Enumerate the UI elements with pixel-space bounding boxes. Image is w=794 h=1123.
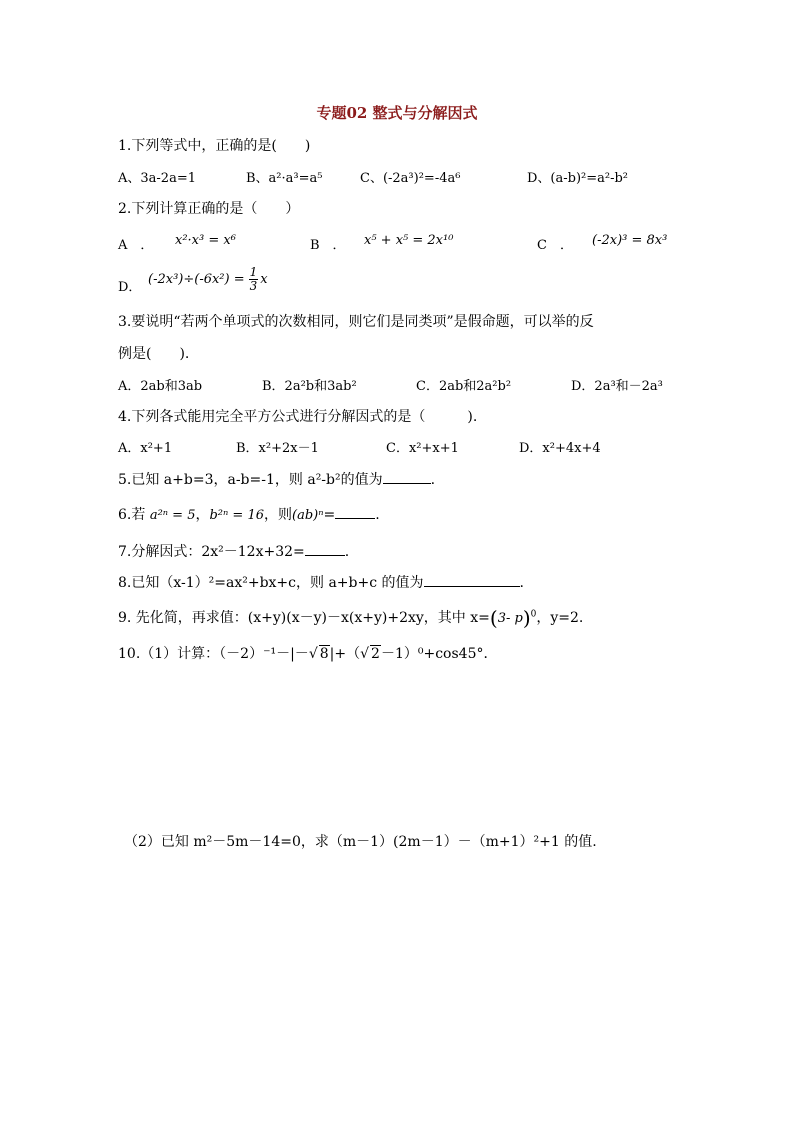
q3-option-a: A．2ab和3ab bbox=[118, 379, 203, 394]
answer-blank bbox=[424, 574, 520, 587]
question-3-stem-line2: 例是( ). bbox=[118, 346, 190, 362]
q10-part1-post: －1）⁰+cos45°． bbox=[380, 646, 498, 662]
question-7-end: . bbox=[344, 544, 350, 560]
question-6 bbox=[118, 504, 380, 524]
question-9-text: 9. 先化简，再求值：(x+y)(x－y)－x(x+y)+2xy，其中 x= bbox=[118, 610, 490, 626]
fraction-denominator: 3 bbox=[249, 279, 258, 293]
question-5-text: 5.已知 a+b=3，a-b=-1，则 a²-b²的值为 bbox=[118, 472, 383, 488]
q6-separator-2: ，则 bbox=[264, 507, 292, 523]
q2-formula-a: x²·x³ = x⁶ bbox=[175, 233, 236, 248]
q2-label-c: C ． bbox=[537, 238, 573, 253]
q2-label-a: A ． bbox=[118, 238, 154, 253]
question-7-text: 7.分解因式：2x²－12x+32= bbox=[118, 544, 305, 560]
paren-close: ) bbox=[522, 606, 531, 630]
answer-blank bbox=[383, 471, 431, 484]
answer-blank bbox=[335, 506, 375, 519]
one-third-fraction bbox=[249, 266, 259, 293]
q10-radicand-1: 8 bbox=[319, 646, 329, 662]
q2-label-b: B ． bbox=[310, 238, 346, 253]
q6-separator-1: ， bbox=[195, 507, 210, 523]
question-9-tail: ，y=2. bbox=[536, 610, 584, 626]
q4-option-d: D．x²+4x+4 bbox=[519, 441, 601, 456]
q9-exponent: 0 bbox=[530, 609, 537, 620]
question-8 bbox=[118, 572, 524, 592]
question-5-end: . bbox=[430, 472, 436, 488]
q1-option-c: C、(-2a³)²=-4a⁶ bbox=[360, 171, 461, 186]
q2-formula-d bbox=[148, 266, 268, 293]
q10-part1-pre: 10.（1）计算：（－2）⁻¹－|－ bbox=[118, 646, 309, 662]
question-3-stem-line1: 3.要说明“若两个单项式的次数相同，则它们是同类项”是假命题，可以举的反 bbox=[118, 314, 594, 330]
q1-option-a: A、3a-2a=1 bbox=[118, 171, 196, 186]
fraction-variable: x bbox=[260, 272, 268, 287]
question-2-stem: 2.下列计算正确的是（ ） bbox=[118, 201, 300, 217]
q10-radicand-2: 2 bbox=[371, 646, 380, 662]
question-4-stem: 4.下列各式能用完全平方公式进行分解因式的是（ ). bbox=[118, 409, 478, 425]
q4-option-c: C．x²+x+1 bbox=[386, 441, 459, 456]
q2-formula-b: x⁵ + x⁵ = 2x¹⁰ bbox=[364, 233, 454, 248]
q3-option-d: D．2a³和－2a³ bbox=[571, 379, 663, 394]
sqrt-symbol-2: √ bbox=[360, 646, 370, 662]
q2-formula-c: (-2x)³ = 8x³ bbox=[592, 233, 668, 248]
fraction-numerator: 1 bbox=[249, 265, 258, 279]
question-10-part-2: （2）已知 m²－5m－14=0，求（m－1）(2m－1）－（m+1）²+1 的值. bbox=[124, 834, 597, 850]
question-7 bbox=[118, 541, 349, 561]
page-title: 专题02 整式与分解因式 bbox=[316, 104, 478, 122]
q2-formula-d-expression: (-2x³)÷(-6x²) = bbox=[148, 272, 245, 287]
question-5 bbox=[118, 469, 435, 489]
q2-label-d: D． bbox=[118, 280, 142, 295]
q6-formula-b: b²ⁿ = 16 bbox=[209, 508, 264, 523]
q3-option-c: C．2ab和2a²b² bbox=[416, 379, 512, 394]
q6-formula-c: (ab)ⁿ bbox=[292, 508, 324, 523]
question-9 bbox=[118, 606, 583, 630]
question-8-text: 8.已知（x-1）²=ax²+bx+c，则 a+b+c 的值为 bbox=[118, 575, 424, 591]
q10-part1-mid: |+（ bbox=[329, 646, 361, 662]
q6-formula-a: a²ⁿ = 5 bbox=[149, 508, 196, 523]
q4-option-a: A．x²+1 bbox=[118, 441, 173, 456]
q1-option-d: D、(a-b)²=a²-b² bbox=[527, 171, 629, 186]
q9-inner-expression: 3- p bbox=[497, 611, 523, 626]
answer-blank bbox=[305, 543, 345, 556]
q6-equals: = bbox=[323, 507, 336, 523]
q4-option-b: B．x²+2x－1 bbox=[236, 441, 319, 456]
paren-open: ( bbox=[489, 606, 498, 630]
q1-option-b: B、a²·a³=a⁵ bbox=[246, 171, 323, 186]
question-1-stem: 1.下列等式中，正确的是( ) bbox=[118, 138, 311, 154]
sqrt-symbol-1: √ bbox=[308, 646, 318, 662]
question-10-part-1 bbox=[118, 643, 497, 663]
question-6-end: . bbox=[375, 507, 380, 523]
question-6-prefix: 6.若 bbox=[118, 507, 146, 523]
q3-option-b: B．2a²b和3ab² bbox=[262, 379, 357, 394]
question-8-end: . bbox=[519, 575, 524, 591]
